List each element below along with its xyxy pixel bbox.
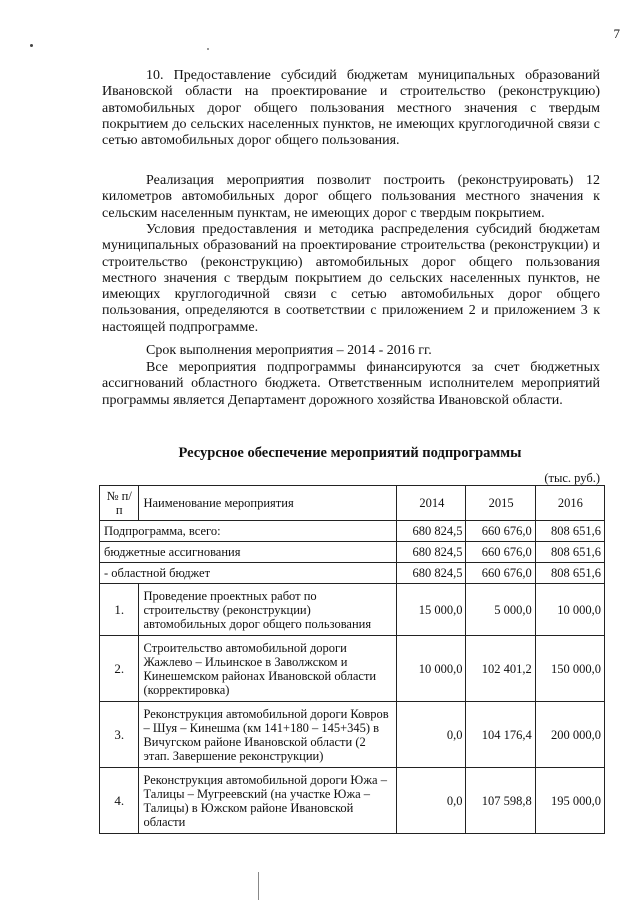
item-number: 1. [100,584,139,636]
item-number: 4. [100,768,139,834]
item-2016: 10 000,0 [535,584,604,636]
table-title: Ресурсное обеспечение мероприятий подпрограммы [178,445,522,461]
summary-2014: 680 824,5 [397,542,466,563]
summary-2016: 808 651,6 [535,563,604,584]
item-2015: 5 000,0 [466,584,535,636]
header-2016: 2016 [535,486,604,521]
scan-speck [207,48,209,50]
header-2014: 2014 [397,486,466,521]
item-2016: 150 000,0 [535,636,604,702]
item-2016: 200 000,0 [535,702,604,768]
summary-2015: 660 676,0 [466,521,535,542]
table-row [100,768,605,834]
table-row-budget [100,542,605,563]
item-name: Реконструкция автомобильной дороги Ковров – Шуя – Кинешма (км 141+180 – 145+345) в Вичугском районе Ивановской области (2 этап. Завершение реконструкции) [139,702,397,768]
table-row-total [100,521,605,542]
table-row [100,584,605,636]
header-2015: 2015 [466,486,535,521]
summary-2015: 660 676,0 [466,563,535,584]
item-2015: 102 401,2 [466,636,535,702]
item-2014: 0,0 [397,702,466,768]
item-name: Строительство автомобильной дороги Жажлево – Ильинское в Заволжском и Кинешемском районах Ивановской области (корректировка) [139,636,397,702]
table-row [100,636,605,702]
item-number: 3. [100,702,139,768]
header-number: № п/п [100,486,139,521]
paragraph-section-10: 10. Предоставление субсидий бюджетам муниципальных образований Ивановской области на проектирование и строительство (реконструкцию) автомобильных дорог общего пользования местного значения с твердым покрытием до сельских населенных пунктов, не имеющих круглогодичной связи с сетью автомобильных дорог общего пользования. [102,68,600,149]
item-name: Проведение проектных работ по строительству (реконструкции) автомобильных дорог общего пользования [139,584,397,636]
scan-artifact [258,872,259,900]
item-2015: 104 176,4 [466,702,535,768]
summary-2014: 680 824,5 [397,563,466,584]
summary-2016: 808 651,6 [535,521,604,542]
page-number: 7 [613,26,620,41]
item-2015: 107 598,8 [466,768,535,834]
summary-2014: 680 824,5 [397,521,466,542]
item-2014: 0,0 [397,768,466,834]
summary-2016: 808 651,6 [535,542,604,563]
paragraph-realization: Реализация мероприятия позволит построить (реконструировать) 12 километров автомобильных дорог общего пользования местного значения к сельским населенным пунктам, не имеющих дорог с твердым покрытием. [102,173,600,221]
summary-label: Подпрограмма, всего: [100,521,397,542]
item-2016: 195 000,0 [535,768,604,834]
table-header-row [100,486,605,521]
unit-label: (тыс. руб.) [544,471,600,485]
paragraph-conditions: Условия предоставления и методика распределения субсидий бюджетам муниципальных образований на проектирование строительства (реконструкции) и строительство (реконструкцию) автомобильных дорог общего пользования местного значения с твердым покрытием до сельских населенных пунктов, не имеющих круглогодичной связи с сетью автомобильных дорог общего пользования, определяются в соответствии с приложением 2 и приложением 3 к настоящей подпрограмме. [102,222,600,335]
summary-label: бюджетные ассигнования [100,542,397,563]
summary-2015: 660 676,0 [466,542,535,563]
summary-label: - областной бюджет [100,563,397,584]
item-name: Реконструкция автомобильной дороги Южа – Талицы – Мугреевский (на участке Южа – Талицы) в Южском районе Ивановской области [139,768,397,834]
item-2014: 15 000,0 [397,584,466,636]
scan-speck [30,44,33,47]
table-row [100,702,605,768]
paragraph-deadline: Срок выполнения мероприятия – 2014 - 2016 гг. [146,343,432,358]
paragraph-financing: Все мероприятия подпрограммы финансируются за счет бюджетных ассигнований областного бюджета. Ответственным исполнителем мероприятий программы является Департамент дорожного хозяйства Ивановской области. [102,360,600,408]
item-2014: 10 000,0 [397,636,466,702]
item-number: 2. [100,636,139,702]
table-row-regional [100,563,605,584]
resource-table [99,485,605,834]
header-name: Наименование мероприятия [139,486,397,521]
